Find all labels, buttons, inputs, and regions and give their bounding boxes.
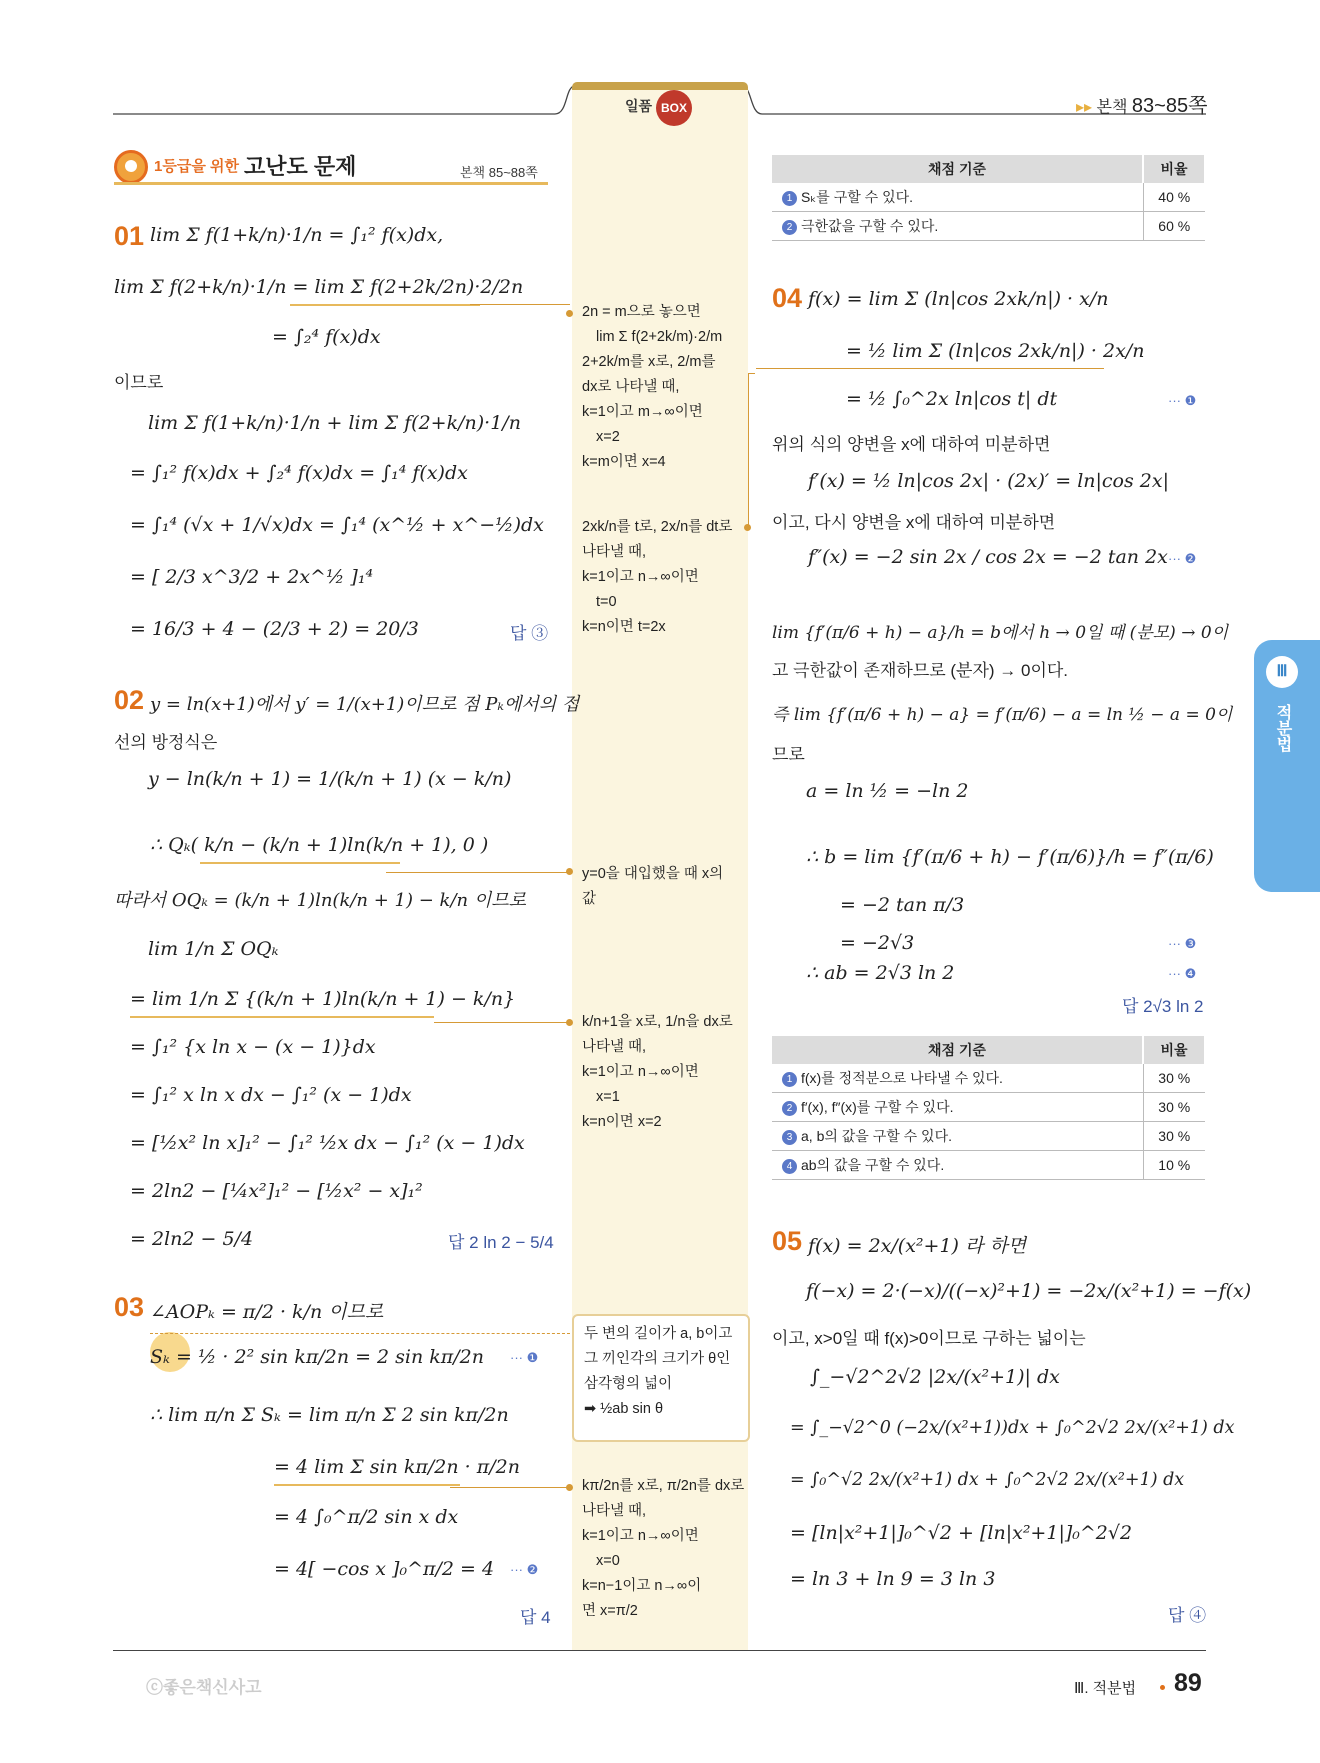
note-1: 2n = m으로 놓으면 lim Σ f(2+2k/m)·2/m 2+2k/m를 x로, 2/m를 dx로 나타낼 때, k=1이고 m→∞이면 x=2 k=m이면 x=4	[582, 304, 723, 470]
p02-line-3: y − ln(k/n + 1) = 1/(k/n + 1) (x − k/n)	[148, 768, 512, 790]
connector-dot-3	[566, 868, 573, 875]
p04-line-9: 고 극한값이 존재하므로 (분자) → 0이다.	[772, 661, 1069, 680]
p02-line-10: = [½x² ln x]₁² − ∫₁² ½x dx − ∫₁² (x − 1)dx	[130, 1132, 525, 1154]
copyright: ⓒ좋은책신사고	[146, 1678, 262, 1697]
p04-line-1: f(x) = lim Σ (ln|cos 2xk/n|) · x/n	[808, 288, 1109, 310]
p01-line-9: = 16/3 + 4 − (2/3 + 2) = 20/3	[130, 618, 419, 640]
connector-dot-1	[566, 310, 573, 317]
p04-line-4: 위의 식의 양변을 x에 대하여 미분하면	[772, 435, 1051, 454]
p02-line-5: 따라서 OQₖ = (k/n + 1)ln(k/n + 1) − k/n 이므로	[114, 890, 526, 911]
double-arrow-icon: ▸▸	[1076, 99, 1093, 116]
connector-4	[434, 1022, 570, 1023]
table-row: 2 극한값을 구할 수 있다. 60 %	[772, 212, 1205, 241]
p01-line-3: = ∫₂⁴ f(x)dx	[272, 326, 381, 348]
table-row: 4 ab의 값을 구할 수 있다. 10 %	[772, 1151, 1205, 1180]
p01-line-2: lim Σ f(2+k/n)·1/n = lim Σ f(2+2k/2n)·2/2n	[114, 276, 524, 298]
table-row: 2 f′(x), f″(x)를 구할 수 있다. 30 %	[772, 1093, 1205, 1122]
p02-line-7: = lim 1/n Σ {(k/n + 1)ln(k/n + 1) − k/n}	[130, 988, 516, 1010]
note-3: y=0을 대입했을 때 x의 값	[582, 866, 724, 907]
p05-line-1: f(x) = 2x/(x²+1) 라 하면	[808, 1235, 1027, 1257]
p03-answer: 답 4	[520, 1608, 551, 1627]
p04-line-14: = −2 tan π/3	[840, 894, 965, 916]
p03-line-2: Sₖ = ½ · 2² sin kπ/2n = 2 sin kπ/2n	[150, 1346, 485, 1368]
p03-line-4: = 4 lim Σ sin kπ/2n · π/2n	[274, 1456, 520, 1478]
p02-line-8: = ∫₁² {x ln x − (x − 1)}dx	[130, 1036, 376, 1058]
p01-line-8: = [ 2/3 x^3/2 + 2x^½ ]₁⁴	[130, 566, 374, 588]
p04-mark-1: ··· ❶	[1168, 393, 1197, 408]
p04-line-13: ∴ b = lim {f′(π/6 + h) − f′(π/6)}/h = f″(π/6)	[806, 846, 1214, 868]
area-formula-box: 두 변의 길이가 a, b이고 그 끼인각의 크기가 θ인 삼각형의 넓이 ➡ ½ab sin θ	[572, 1314, 750, 1442]
section-prefix: 1등급을 위한	[154, 158, 239, 175]
problem-03-number: 03	[114, 1292, 145, 1322]
p01-line-1: lim Σ f(1+k/n)·1/n = ∫₁² f(x)dx,	[150, 224, 444, 246]
p04-line-8: lim {f′(π/6 + h) − a}/h = b에서 h → 0일 때 (분모) → 0이	[772, 623, 1229, 643]
p02-line-1: y = ln(x+1)에서 y′ = 1/(x+1)이므로 점 Pₖ에서의 접	[150, 694, 580, 715]
p04-line-2: = ½ lim Σ (ln|cos 2xk/n|) · 2x/n	[846, 340, 1145, 362]
section-pages: 본책 85~88쪽	[460, 165, 538, 180]
section-icon	[114, 150, 148, 184]
problem-04-number: 04	[772, 283, 803, 313]
p04-line-10: 즉 lim {f′(π/6 + h) − a} = f′(π/6) − a = ln ½ − a = 0이	[772, 705, 1233, 725]
p03-line-5: = 4 ∫₀^π/2 sin x dx	[274, 1506, 459, 1528]
p03-mark-1: ··· ❶	[510, 1350, 539, 1365]
p05-line-3: 이고, x>0일 때 f(x)>0이므로 구하는 넓이는	[772, 1329, 1086, 1348]
table-row: 1 Sₖ를 구할 수 있다. 40 %	[772, 183, 1205, 212]
p03-line-3: ∴ lim π/n Σ Sₖ = lim π/n Σ 2 sin kπ/2n	[150, 1404, 509, 1426]
p02-highlight-2	[130, 1016, 434, 1018]
p05-line-4: ∫_−√2^2√2 |2x/(x²+1)| dx	[810, 1366, 1060, 1388]
problem-02-number: 02	[114, 685, 145, 715]
p02-line-4: ∴ Qₖ( k/n − (k/n + 1)ln(k/n + 1), 0 )	[150, 834, 489, 856]
connector-dot-5	[566, 1484, 573, 1491]
p03-line-6: = 4[ −cos x ]₀^π/2 = 4	[274, 1558, 495, 1580]
footer-dot	[1160, 1685, 1165, 1690]
p01-line-4: 이므로	[114, 373, 164, 392]
p04-mark-3: ··· ❸	[1168, 936, 1197, 951]
p02-line-9: = ∫₁² x ln x dx − ∫₁² (x − 1)dx	[130, 1084, 412, 1106]
p04-line-16: ∴ ab = 2√3 ln 2	[806, 962, 955, 984]
p01-answer: 답 ③	[510, 624, 549, 643]
note-4: k/n+1을 x로, 1/n을 dx로 나타낼 때, k=1이고 n→∞이면 x=1 k=n이면 x=2	[582, 1014, 733, 1130]
chapter-side-tab[interactable]	[1254, 640, 1320, 892]
table-row: 1 f(x)를 정적분으로 나타낼 수 있다. 30 %	[772, 1064, 1205, 1093]
chapter-label: 적분법	[1274, 704, 1291, 752]
p03-line-1: ∠AOPₖ = π/2 · k/n 이므로	[150, 1301, 384, 1323]
footer-chapter: Ⅲ. 적분법	[1074, 1680, 1137, 1697]
p05-line-5: = ∫_−√2^0 (−2x/(x²+1))dx + ∫₀^2√2 2x/(x²+1) dx	[790, 1418, 1235, 1438]
p04-line-15: = −2√3	[840, 932, 915, 954]
problem-05-number: 05	[772, 1226, 803, 1256]
footer-rule	[113, 1650, 1206, 1651]
note-2: 2xk/n를 t로, 2x/n를 dt로 나타낼 때, k=1이고 n→∞이면 t=0 k=n이면 t=2x	[582, 519, 733, 635]
header-center-prefix: 일품	[625, 98, 653, 114]
p05-line-7: = [ln|x²+1|]₀^√2 + [ln|x²+1|]₀^2√2	[790, 1522, 1133, 1544]
p04-line-3: = ½ ∫₀^2x ln|cos t| dt	[846, 388, 1058, 410]
p02-line-2: 선의 방정식은	[114, 733, 218, 752]
p03-mark-2: ··· ❷	[510, 1562, 539, 1577]
p04-answer: 답 2√3 ln 2	[1122, 997, 1204, 1016]
rubric-table-2: 채점 기준 비율 1 f(x)를 정적분으로 나타낼 수 있다. 30 % 2 f′(x), f″(x)를 구할 수 있다. 30 % 3 a, b의 값을 구할 수 있다. 30 % 4 ab의 값을 구할 수 있다. 10 %	[772, 1036, 1206, 1180]
p04-line-12: a = ln ½ = −ln 2	[806, 780, 969, 802]
section-underline	[114, 182, 548, 185]
p02-highlight-1	[200, 862, 400, 864]
p03-highlight	[274, 1484, 460, 1486]
p04-line-5: f′(x) = ½ ln|cos 2x| · (2x)′ = ln|cos 2x|	[808, 470, 1169, 492]
p02-line-11: = 2ln2 − [¼x²]₁² − [½x² − x]₁²	[130, 1180, 423, 1202]
p01-line-6: = ∫₁² f(x)dx + ∫₂⁴ f(x)dx = ∫₁⁴ f(x)dx	[130, 462, 468, 484]
section-title: 고난도 문제	[244, 154, 357, 179]
p02-line-12: = 2ln2 − 5/4	[130, 1228, 254, 1250]
problem-01-number: 01	[114, 221, 145, 251]
header-pages: ▸▸ 본책 83~85쪽	[1076, 95, 1208, 117]
p01-line-5: lim Σ f(1+k/n)·1/n + lim Σ f(2+k/n)·1/n	[148, 412, 521, 434]
p05-line-6: = ∫₀^√2 2x/(x²+1) dx + ∫₀^2√2 2x/(x²+1) dx	[790, 1470, 1185, 1490]
p04-line-7: f″(x) = −2 sin 2x / cos 2x = −2 tan 2x	[808, 546, 1168, 568]
p05-line-2: f(−x) = 2·(−x)/((−x)²+1) = −2x/(x²+1) = −f(x)	[806, 1280, 1252, 1302]
p05-answer: 답 ④	[1168, 1606, 1207, 1625]
note-5: kπ/2n를 x로, π/2n를 dx로 나타낼 때, k=1이고 n→∞이면 x=0 k=n−1이고 n→∞이 면 x=π/2	[582, 1478, 745, 1619]
p01-highlight	[290, 304, 480, 306]
connector-5	[450, 1487, 570, 1488]
p04-mark-4: ··· ❹	[1168, 966, 1197, 981]
p04-line-6: 이고, 다시 양변을 x에 대하여 미분하면	[772, 513, 1056, 532]
rubric-table-1: 채점 기준 비율 1 Sₖ를 구할 수 있다. 40 % 2 극한값을 구할 수 있다. 60 %	[772, 155, 1206, 241]
connector-2	[748, 373, 755, 529]
p04-mark-2: ··· ❷	[1168, 551, 1197, 566]
box-badge: BOX	[656, 90, 692, 126]
p04-line-11: 므로	[772, 745, 805, 764]
p05-line-8: = ln 3 + ln 9 = 3 ln 3	[790, 1568, 996, 1590]
chapter-numeral: Ⅲ	[1266, 656, 1298, 688]
connector-dot-4	[566, 1019, 573, 1026]
p02-answer: 답 2 ln 2 − 5/4	[448, 1233, 554, 1252]
p03-dashed-leader	[150, 1333, 570, 1334]
connector-3	[386, 872, 570, 873]
connector-1	[470, 304, 570, 305]
p01-line-7: = ∫₁⁴ (√x + 1/√x)dx = ∫₁⁴ (x^½ + x^−½)dx	[130, 514, 544, 536]
page-number: 89	[1174, 1669, 1202, 1697]
p04-highlight	[756, 368, 1104, 369]
p02-line-6: lim 1/n Σ OQₖ	[148, 938, 279, 960]
table-row: 3 a, b의 값을 구할 수 있다. 30 %	[772, 1122, 1205, 1151]
